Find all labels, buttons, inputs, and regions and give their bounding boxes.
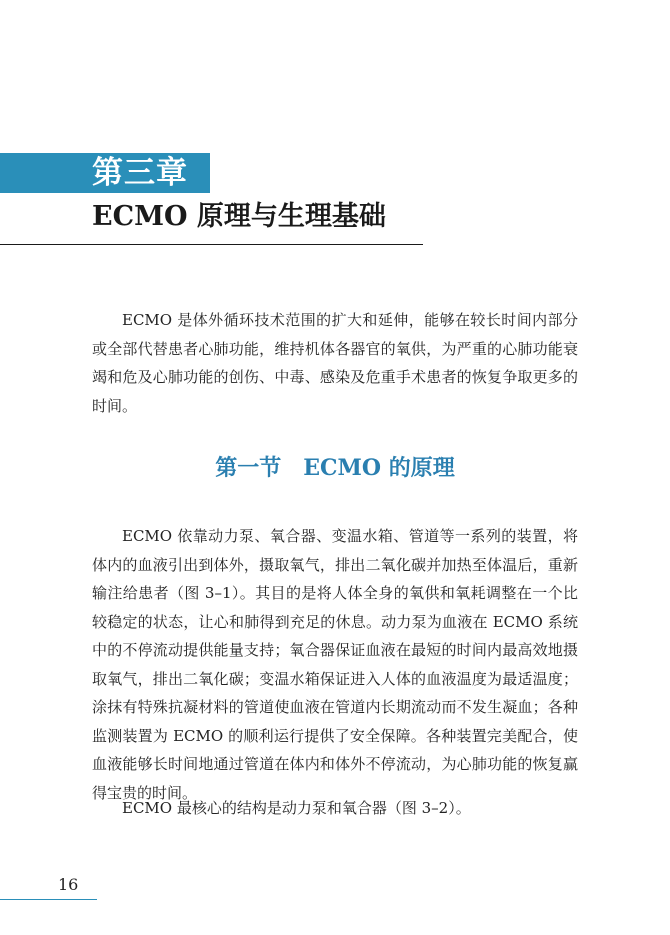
- chapter-title: ECMO 原理与生理基础: [92, 201, 386, 232]
- chapter-title-rule: [0, 244, 423, 245]
- footer-rule: [0, 899, 97, 900]
- body-paragraph: ECMO 最核心的结构是动力泵和氧合器（图 3–2）。: [122, 799, 471, 817]
- body-paragraph: ECMO 依靠动力泵、氧合器、变温水箱、管道等一系列的装置，将体内的血液引出到体外，摄取氧气，排出二氧化碳并加热至体温后，重新输注给患者（图 3–1）。其目的是将人体全身的氧供和氧耗调整在一个比较稳定的状态，让心和肺得到充足的休息。动力泵为血液在 ECMO 系统中的不停流动提供能量支持；氧合器保证血液在最短的时间内最高效地摄取氧气，排出二氧化碳；变温水箱保证进入人体的血液温度为最适温度；涂抹有特殊抗凝材料的管道使血液在管道内长期流动而不发生凝血；各种监测装置为 ECMO 的顺利运行提供了安全保障。各种装置完美配合，使血液能够长时间地通过管道在体内和体外不停流动，为心肺功能的恢复赢得宝贵的时间。: [92, 527, 578, 802]
- intro-paragraph: ECMO 是体外循环技术范围的扩大和延伸，能够在较长时间内部分或全部代替患者心肺功能，维持机体各器官的氧供，为严重的心肺功能衰竭和危及心肺功能的创伤、中毒、感染及危重手术患者的恢复争取更多的时间。: [92, 311, 578, 415]
- section-title: 第一节 ECMO 的原理: [215, 455, 455, 481]
- chapter-label: 第三章: [92, 155, 188, 191]
- page-number: 16: [58, 875, 79, 894]
